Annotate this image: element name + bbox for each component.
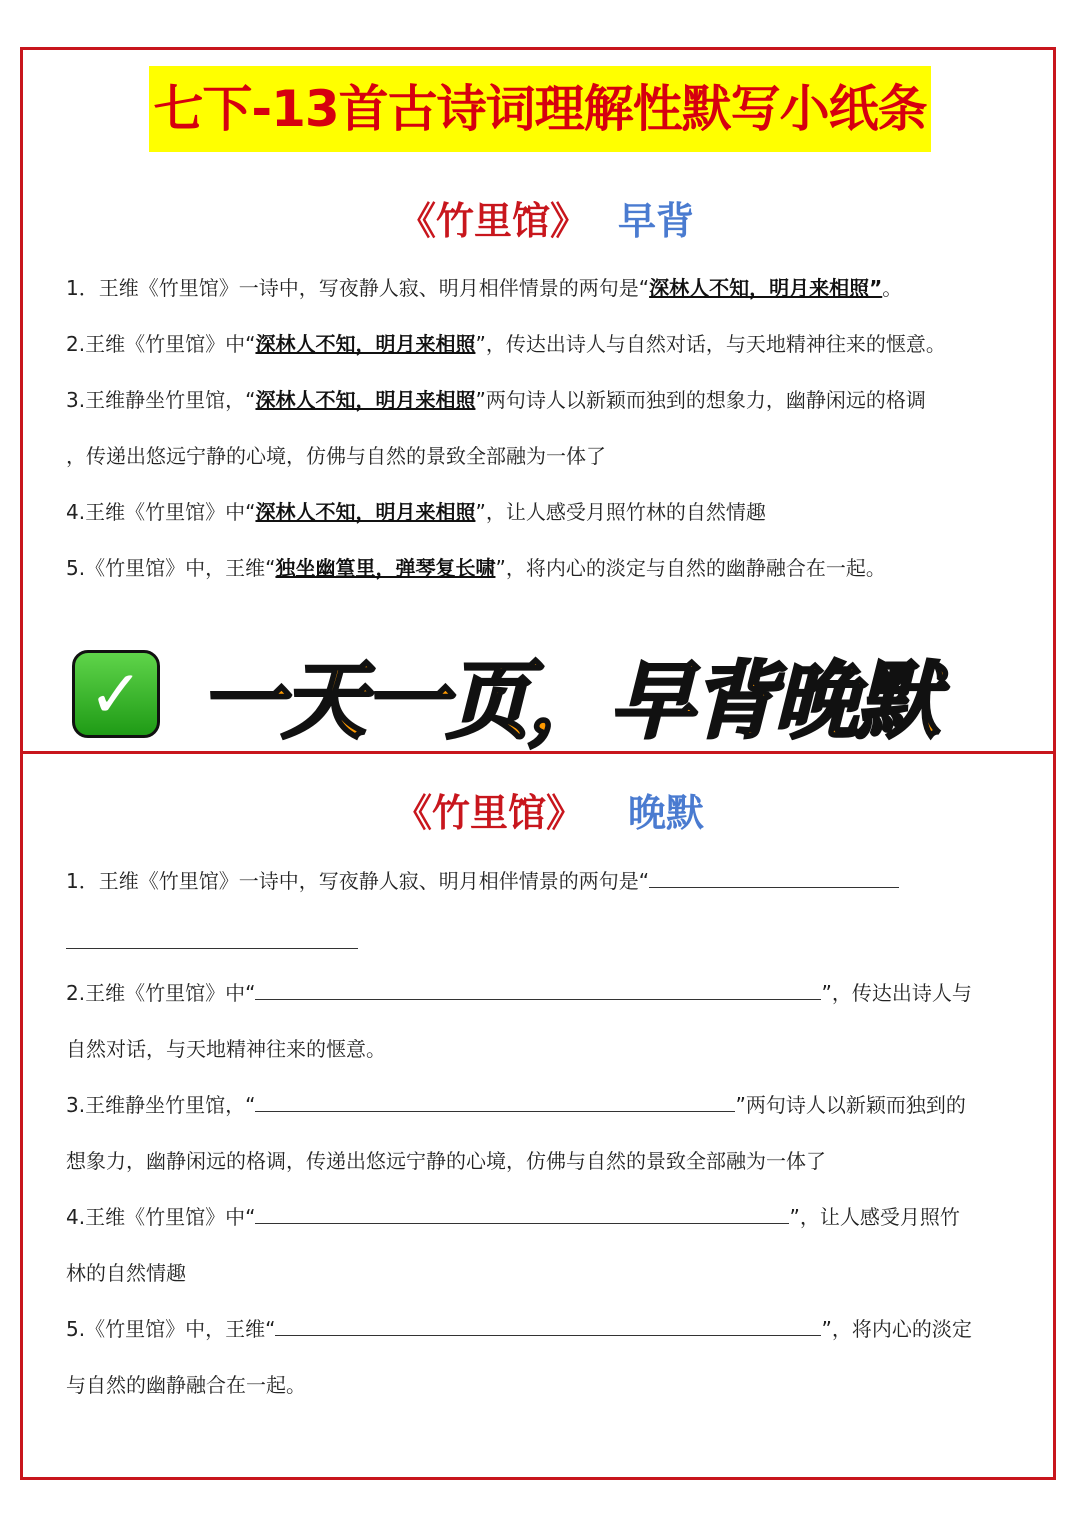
answer-blank[interactable] xyxy=(255,1091,735,1112)
item-text: 3.王维静坐竹里馆，“ xyxy=(66,388,256,412)
list-item xyxy=(66,866,899,896)
item-text: 。 xyxy=(882,276,903,300)
item-text: 2.王维《竹里馆》中“ xyxy=(66,981,256,1005)
list-item xyxy=(66,441,606,471)
list-item xyxy=(66,1370,306,1400)
item-text: ”两句诗人以新颖而独到的想象力，幽静闲远的格调 xyxy=(475,388,926,412)
item-text: ”，让人感受月照竹林的自然情趣 xyxy=(475,500,766,524)
list-item xyxy=(66,273,902,303)
page-title: 七下-13首古诗词理解性默写小纸条 xyxy=(149,66,931,152)
morning-poem-title: 《竹里馆》 xyxy=(398,199,589,243)
item-text: ”，传达出诗人与自然对话，与天地精神往来的惬意。 xyxy=(475,332,946,356)
item-text: 想象力，幽静闲远的格调，传递出悠远宁静的心境，仿佛与自然的景致全部融为一体了 xyxy=(66,1149,826,1173)
answer-blank[interactable] xyxy=(66,928,358,949)
item-text: 2.王维《竹里馆》中“ xyxy=(66,332,256,356)
answer-blank[interactable] xyxy=(275,1315,821,1336)
answer-text: 深林人不知，明月来相照” xyxy=(649,276,883,300)
item-text: ”，将内心的淡定与自然的幽静融合在一起。 xyxy=(495,556,886,580)
list-item xyxy=(66,385,926,415)
item-text: 4.王维《竹里馆》中“ xyxy=(66,500,256,524)
list-item xyxy=(66,1258,186,1288)
item-text: 5.《竹里馆》中，王维“ xyxy=(66,556,276,580)
item-text: ”两句诗人以新颖而独到的 xyxy=(735,1093,966,1117)
list-item xyxy=(66,978,972,1008)
check-mark-icon: ✓ xyxy=(72,650,160,738)
item-text: ，传递出悠远宁静的心境，仿佛与自然的景致全部融为一体了 xyxy=(66,444,606,468)
answer-text: 深林人不知，明月来相照 xyxy=(255,500,476,524)
list-item xyxy=(66,497,766,527)
list-item xyxy=(66,1034,386,1064)
item-text: 3.王维静坐竹里馆，“ xyxy=(66,1093,256,1117)
list-item xyxy=(66,1146,826,1176)
evening-poem-title: 《竹里馆》 xyxy=(394,791,585,835)
item-text: 4.王维《竹里馆》中“ xyxy=(66,1205,256,1229)
list-item xyxy=(66,553,886,583)
slogan-text: 一天一页，早背晚默 xyxy=(200,651,939,750)
answer-text: 独坐幽篁里，弹琴复长啸 xyxy=(275,556,496,580)
item-text: 自然对话，与天地精神往来的惬意。 xyxy=(66,1037,386,1061)
list-item xyxy=(66,1202,960,1232)
answer-text: 深林人不知，明月来相照 xyxy=(255,332,476,356)
answer-blank[interactable] xyxy=(255,1203,789,1224)
slogan-banner xyxy=(72,648,939,750)
item-text: ”，让人感受月照竹 xyxy=(789,1205,960,1229)
answer-blank[interactable] xyxy=(255,979,821,1000)
item-text: 1．王维《竹里馆》一诗中，写夜静人寂、明月相伴情景的两句是“ xyxy=(66,276,650,300)
item-text: 林的自然情趣 xyxy=(66,1261,186,1285)
item-text: 与自然的幽静融合在一起。 xyxy=(66,1373,306,1397)
answer-text: 深林人不知，明月来相照 xyxy=(255,388,476,412)
item-text: ”，将内心的淡定 xyxy=(821,1317,972,1341)
item-text: 5.《竹里馆》中，王维“ xyxy=(66,1317,276,1341)
evening-tag: 晚默 xyxy=(628,791,705,835)
morning-tag: 早背 xyxy=(618,199,695,243)
item-text: 1．王维《竹里馆》一诗中，写夜静人寂、明月相伴情景的两句是“ xyxy=(66,869,650,893)
list-item xyxy=(66,927,358,957)
answer-blank[interactable] xyxy=(649,867,899,888)
list-item xyxy=(66,1090,966,1120)
list-item xyxy=(66,329,946,359)
item-text: ”，传达出诗人与 xyxy=(821,981,972,1005)
list-item xyxy=(66,1314,972,1344)
